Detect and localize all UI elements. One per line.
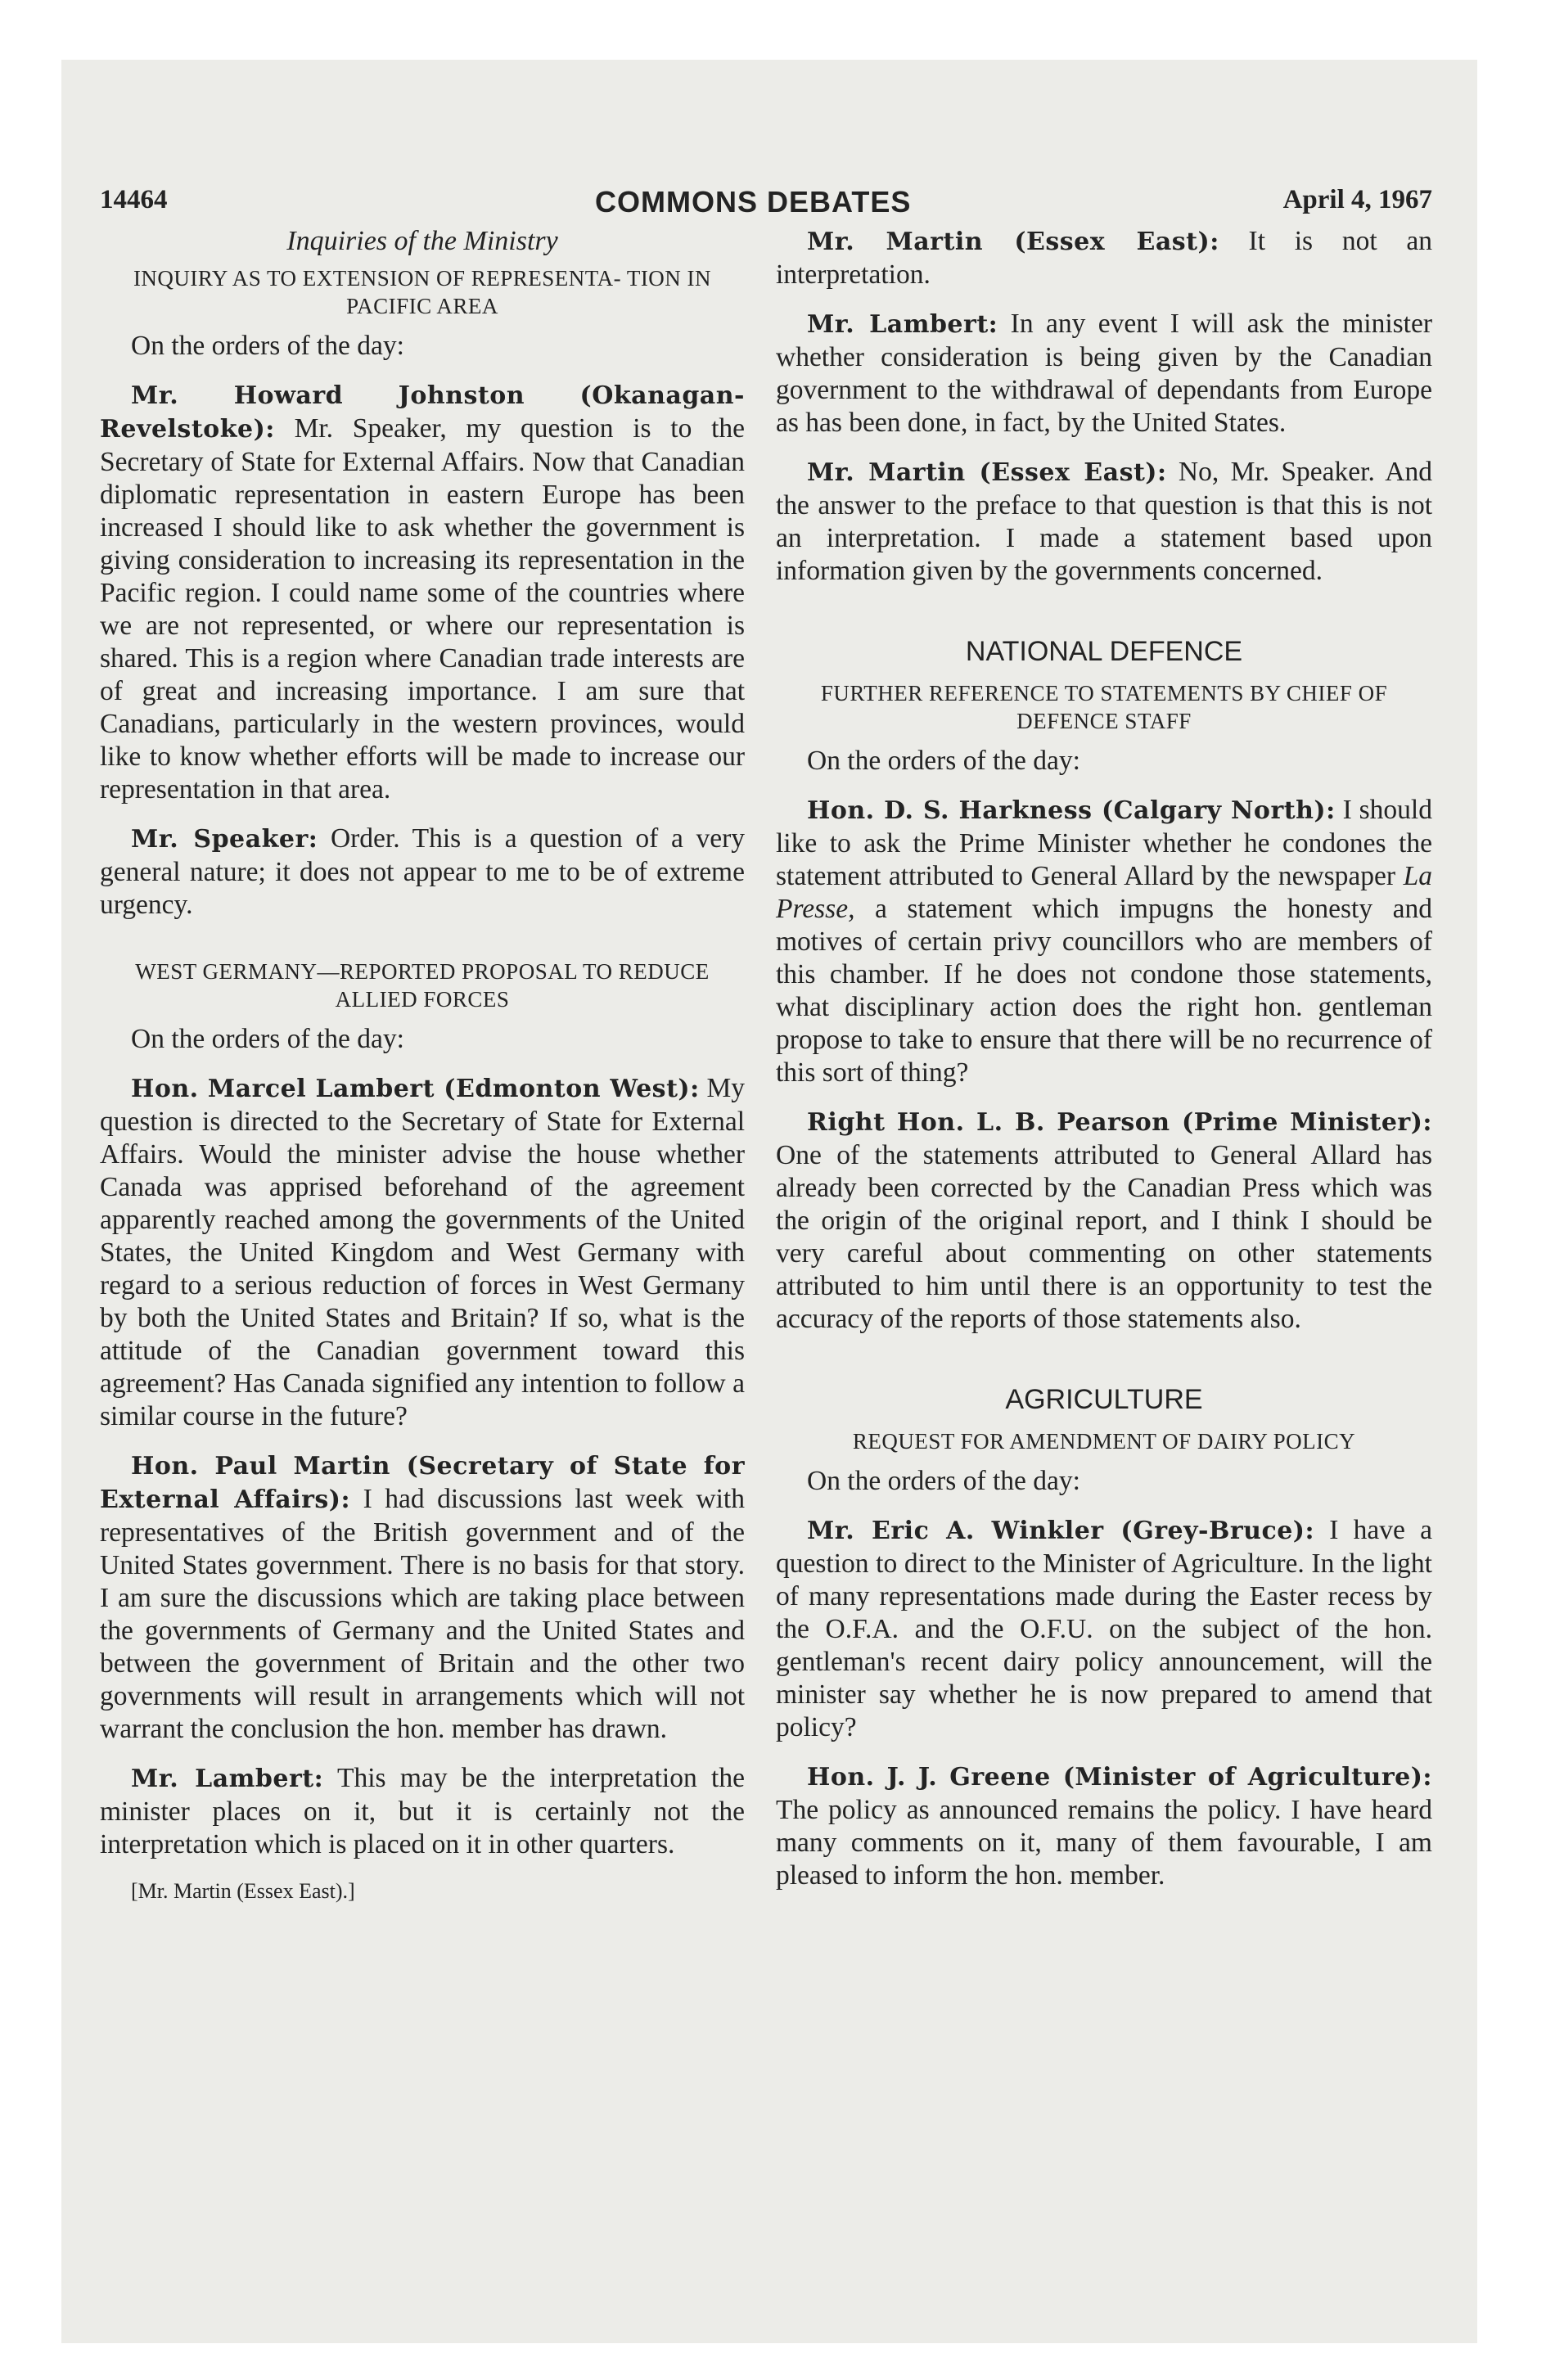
speech-text: I should like to ask the Prime Minister whether he condones the statement attributed to General Allard by the newspaper — [776, 795, 1432, 891]
speech-text: No, Mr. Speaker. And the answer to the preface to that question is that this is not an interpretation. I made a statement based upon information given by the governments concerned. — [776, 457, 1433, 586]
subheading-pacific-representation: INQUIRY AS TO EXTENSION OF REPRESENTA- TION IN PACIFIC AREA — [133, 266, 712, 318]
speech-text: In any event I will ask the minister whether consideration is being given by the Canadian government to the withdrawal of dependants from Europe as has been done, in fact, by the United States. — [776, 309, 1432, 438]
speaker-name: Mr. Eric A. Winkler (Grey-Bruce): — [807, 1517, 1315, 1545]
speech-text: I have a question to direct to the Minister of Agriculture. In the light of many representations made during the Easter recess by the O.F.A. and the O.F.U. on the subject of the hon. gentleman's recent dairy policy announcement, will the minister say whether he is now prepared to amend that policy? — [776, 1515, 1433, 1742]
speaker-name: Mr. Howard Johnston (Okanagan-Revelstoke): — [100, 381, 745, 444]
speaker-name: Hon. J. J. Greene (Minister of Agriculture): — [807, 1763, 1432, 1792]
journal-title: COMMONS DEBATES — [595, 185, 912, 219]
speech-martin — [100, 1449, 745, 1746]
speaker-name: Mr. Speaker: — [131, 825, 318, 854]
speech-text: The policy as announced remains the policy. I have heard many comments on it, many of them favourable, I am pleased to inform the hon. member. — [776, 1795, 1432, 1891]
orders-of-the-day: On the orders of the day: — [807, 1466, 1080, 1496]
subheading-west-germany: WEST GERMANY—REPORTED PROPOSAL TO REDUCE ALLIED FORCES — [135, 959, 710, 1012]
speech-text: It is not an interpretation. — [776, 226, 1433, 290]
speaker-name: Hon. Marcel Lambert (Edmonton West): — [131, 1075, 700, 1103]
speech-johnston — [100, 379, 745, 806]
speaker-name: Mr. Lambert: — [131, 1765, 324, 1793]
speaker-name: Mr. Martin (Essex East): — [807, 228, 1219, 256]
speech-martin-answer — [776, 456, 1432, 588]
speech-text: I had discussions last week with representatives of the British government and of the United States government. There is no basis for that story. I am sure the discussions which are taking place between the governments of Germany and the United States and between the government of Britain and the other two governments will result in arrangements which will not warrant the conclusion the hon. member has drawn. — [100, 1484, 745, 1744]
speech-text: a statement which impugns the honesty and motives of certain privy councillors who are members of this chamber. If he does not condone those statements, what disciplinary action does the right hon. gentleman propose to take to ensure that there will be no recurrence of this sort of thing? — [776, 894, 1432, 1088]
heading-agriculture: AGRICULTURE — [1005, 1384, 1203, 1415]
newspaper-title: La Presse, — [776, 861, 1432, 924]
orders-of-the-day: On the orders of the day: — [131, 1024, 404, 1054]
page-number: 14464 — [100, 185, 168, 214]
subheading-defence-staff: FURTHER REFERENCE TO STATEMENTS BY CHIEF OF DEFENCE STAFF — [820, 681, 1388, 733]
speaker-name: Mr. Lambert: — [807, 310, 998, 339]
speech-speaker — [100, 823, 745, 922]
page-date: April 4, 1967 — [1282, 185, 1432, 214]
heading-national-defence: NATIONAL DEFENCE — [965, 636, 1243, 667]
right-column — [776, 225, 1432, 1909]
section-label: Inquiries of the Ministry — [286, 226, 558, 256]
speech-lambert-reply — [100, 1762, 745, 1861]
orders-of-the-day: On the orders of the day: — [807, 746, 1080, 776]
speech-text: Mr. Speaker, my question is to the Secretary of State for External Affairs. Now that Canadian diplomatic representation in eastern Europe has been increased I should like to ask whether the government is giving consideration to increasing its representation in the Pacific region. I could name some of the countries where we are not represented, or where our representation is shared. This is a region where Canadian trade interests are of great and increasing importance. I am sure that Canadians, particularly in the western provinces, would like to know whether efforts will be made to increase our representation in that area. — [100, 413, 745, 805]
speech-winkler — [776, 1514, 1432, 1744]
subheading-dairy-policy: REQUEST FOR AMENDMENT OF DAIRY POLICY — [852, 1429, 1356, 1454]
speaker-name: Hon. D. S. Harkness (Calgary North): — [807, 796, 1336, 825]
speaker-name: Right Hon. L. B. Pearson (Prime Minister): — [807, 1108, 1432, 1137]
speech-harkness — [776, 794, 1432, 1089]
speaker-name: Mr. Martin (Essex East): — [807, 458, 1167, 487]
running-head — [100, 185, 1432, 226]
speech-lambert — [100, 1072, 745, 1433]
speaker-name: Hon. Paul Martin (Secretary of State for External Affairs): — [100, 1452, 745, 1514]
speech-text: My question is directed to the Secretary of State for External Affairs. Would the minister advise the house whether Canada was apprised beforehand of the agreement apparently reached among the governments of the United States, the United Kingdom and West Germany with regard to a serious reduction of forces in West Germany by both the United States and Britain? If so, what is the attitude of the Canadian government toward this agreement? Has Canada signified any intention to follow a similar course in the future? — [100, 1073, 745, 1431]
speech-greene — [776, 1760, 1432, 1892]
speech-pearson — [776, 1106, 1432, 1336]
speech-text: Order. This is a question of a very general nature; it does not appear to me to be of extreme urgency. — [100, 823, 745, 920]
speech-text: This may be the interpretation the minister places on it, but it is certainly not the interpretation which is placed on it in other quarters. — [100, 1763, 745, 1859]
speech-text: One of the statements attributed to General Allard has already been corrected by the Canadian Press which was the origin of the original report, and I think I should be very careful about commenting on other statements attributed to him until there is an opportunity to test the accuracy of the reports of those statements also. — [776, 1140, 1432, 1334]
orders-of-the-day: On the orders of the day: — [131, 331, 404, 361]
speech-lambert-followup — [776, 308, 1432, 439]
left-column — [100, 225, 745, 1905]
speech-martin-essex — [776, 225, 1432, 291]
continuation-marker: [Mr. Martin (Essex East).] — [131, 1879, 355, 1903]
